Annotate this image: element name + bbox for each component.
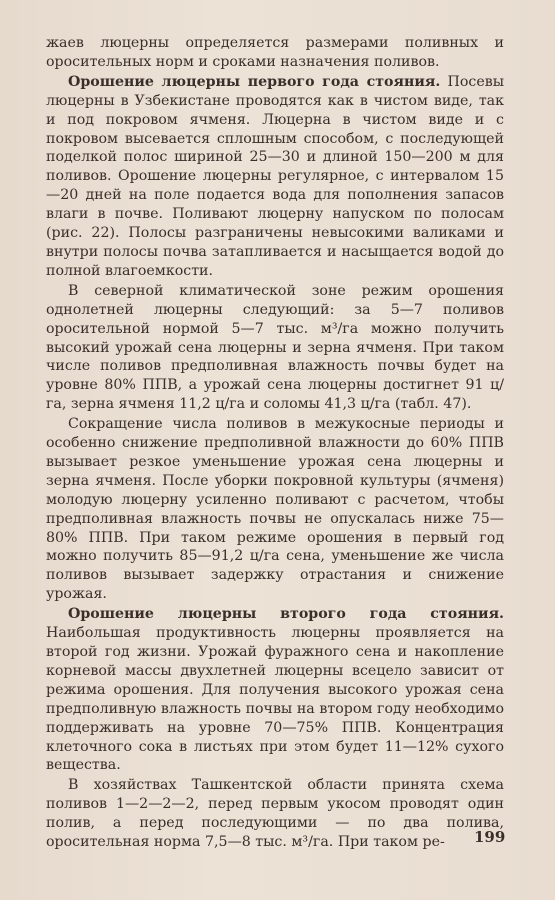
paragraph-6 bbox=[46, 776, 504, 852]
paragraph-6-text: В хозяйствах Ташкентской области принята схема поливов 1—2—2—2, перед первым укосом проводят один полив, а перед последующими — по два полива, оросительная норма 7,5—8 тыс. м³/га. При таком ре- bbox=[46, 777, 504, 851]
section-heading-first-year: Орошение люцерны первого года стояния. bbox=[68, 73, 441, 90]
body-text bbox=[46, 34, 504, 852]
paragraph-1 bbox=[46, 34, 504, 72]
paragraph-2 bbox=[46, 73, 504, 281]
paragraph-3-text: В северной климатической зоне режим орошения однолетней люцерны следующий: за 5—7 поливов оросительной нормой 5—7 тыс. м³/га можно получить высокий урожай сена люцерны и зерна ячменя. При таком числе поливов предполивная влажность почвы будет на уровне 80% ППВ, а урожай сена люцерны достигнет 91 ц/га, зерна ячменя 11,2 ц/га и соломы 41,3 ц/га (табл. 47). bbox=[46, 282, 504, 413]
paragraph-3 bbox=[46, 282, 504, 414]
paragraph-2-text: Посевы люцерны в Узбекистане проводятся как в чистом виде, так и под покровом ячменя. Люцерна в чистом виде и с покровом высевается сплошным способом, с последующей поделкой полос шириной 25—30 и длиной 150—200 м для поливов. Орошение люцерны регулярное, с интервалом 15—20 дней на поле подается вода для пополнения запасов влаги в почве. Поливают люцерну напуском по полосам (рис. 22). Полосы разграничены невысокими валиками и внутри полосы почва затапливается и насыщается водой до полной влагоемкости. bbox=[46, 73, 505, 279]
paragraph-4-text: Сокращение числа поливов в межукосные периоды и особенно снижение предполивной влажности до 60% ППВ вызывает резкое уменьшение урожая сена люцерны и зерна ячменя. После уборки покровной культуры (ячменя) молодую люцерну усиленно поливают с расчетом, чтобы предполивная влажность почвы не опускалась ниже 75—80% ППВ. При таком режиме орошения в первый год можно получить 85—91,2 ц/га сена, уменьшение же числа поливов вызывает задержку отрастания и снижение урожая. bbox=[46, 416, 504, 603]
section-heading-second-year: Орошение люцерны второго года стояния. bbox=[68, 606, 504, 623]
paragraph-4 bbox=[46, 415, 504, 604]
paragraph-1-text: жаев люцерны определяется размерами поливных и оросительных норм и сроками назначения поливов. bbox=[46, 35, 504, 70]
page-number: 199 bbox=[474, 828, 506, 846]
paragraph-5-text: Наибольшая продуктивность люцерны проявляется на второй год жизни. Урожай фуражного сена и накопление корневой массы двухлетней люцерны всецело зависит от режима орошения. Для получения высокого урожая сена предполивную влажность почвы на втором году необходимо поддерживать на уровне 70—75% ППВ. Концентрация клеточного сока в листьях при этом будет 11—12% сухого вещества. bbox=[46, 625, 504, 774]
paragraph-5 bbox=[46, 605, 504, 775]
